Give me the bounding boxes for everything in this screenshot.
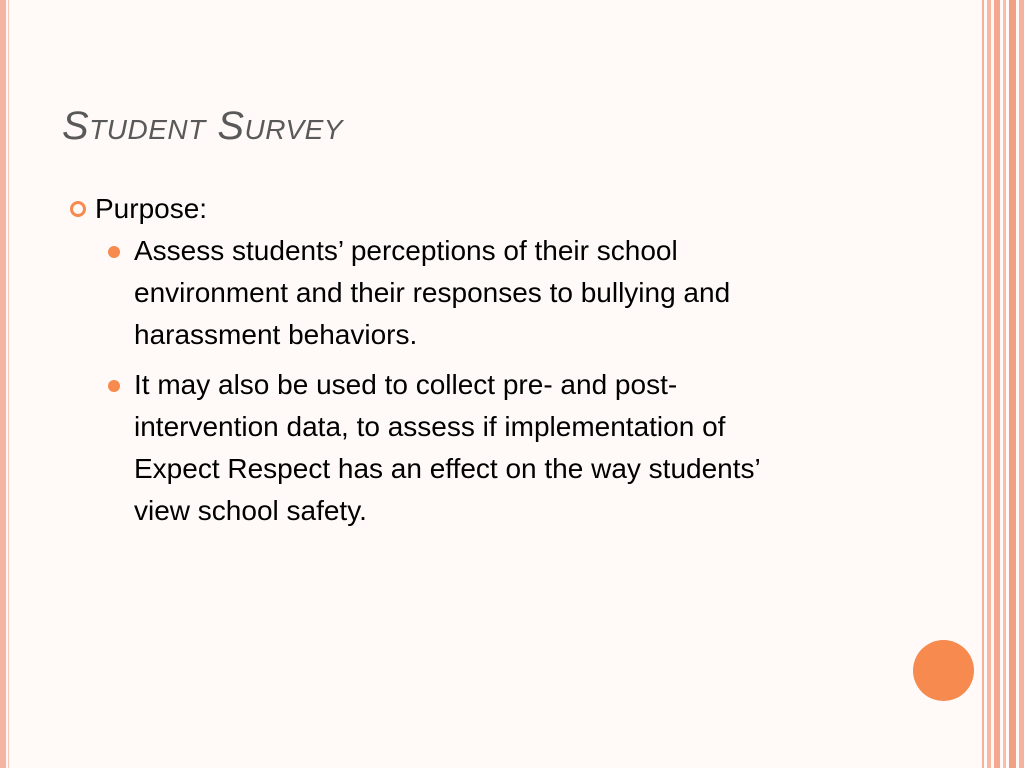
left-border-decoration [0,0,6,768]
right-border-stripe [1019,0,1024,768]
dot-bullet-icon [108,380,120,392]
right-border-stripe [1009,0,1016,768]
bullet-purpose [70,188,870,230]
slide-title: Student Survey [62,104,343,148]
sub-bullet-list [70,230,870,532]
dot-bullet-icon [108,246,120,258]
right-border-stripe [1003,0,1006,768]
sub-bullet-item [70,230,794,356]
right-border-stripe [982,0,984,768]
sub-bullet-text: Assess students’ perceptions of their school environment and their responses to bullying and harassment behaviors. [134,235,731,350]
sub-bullet-text: It may also be used to collect pre- and post-intervention data, to assess if implementation of Expect Respect has an effect on the way students’ view school safety. [134,369,760,526]
left-border-line [8,0,9,768]
right-border-stripe [987,0,991,768]
ring-bullet-icon [70,201,86,217]
right-border-stripe [994,0,1000,768]
accent-circle [913,640,974,701]
bullet-text: Purpose: [95,193,208,224]
slide-content [70,188,870,540]
sub-bullet-item [70,364,794,532]
